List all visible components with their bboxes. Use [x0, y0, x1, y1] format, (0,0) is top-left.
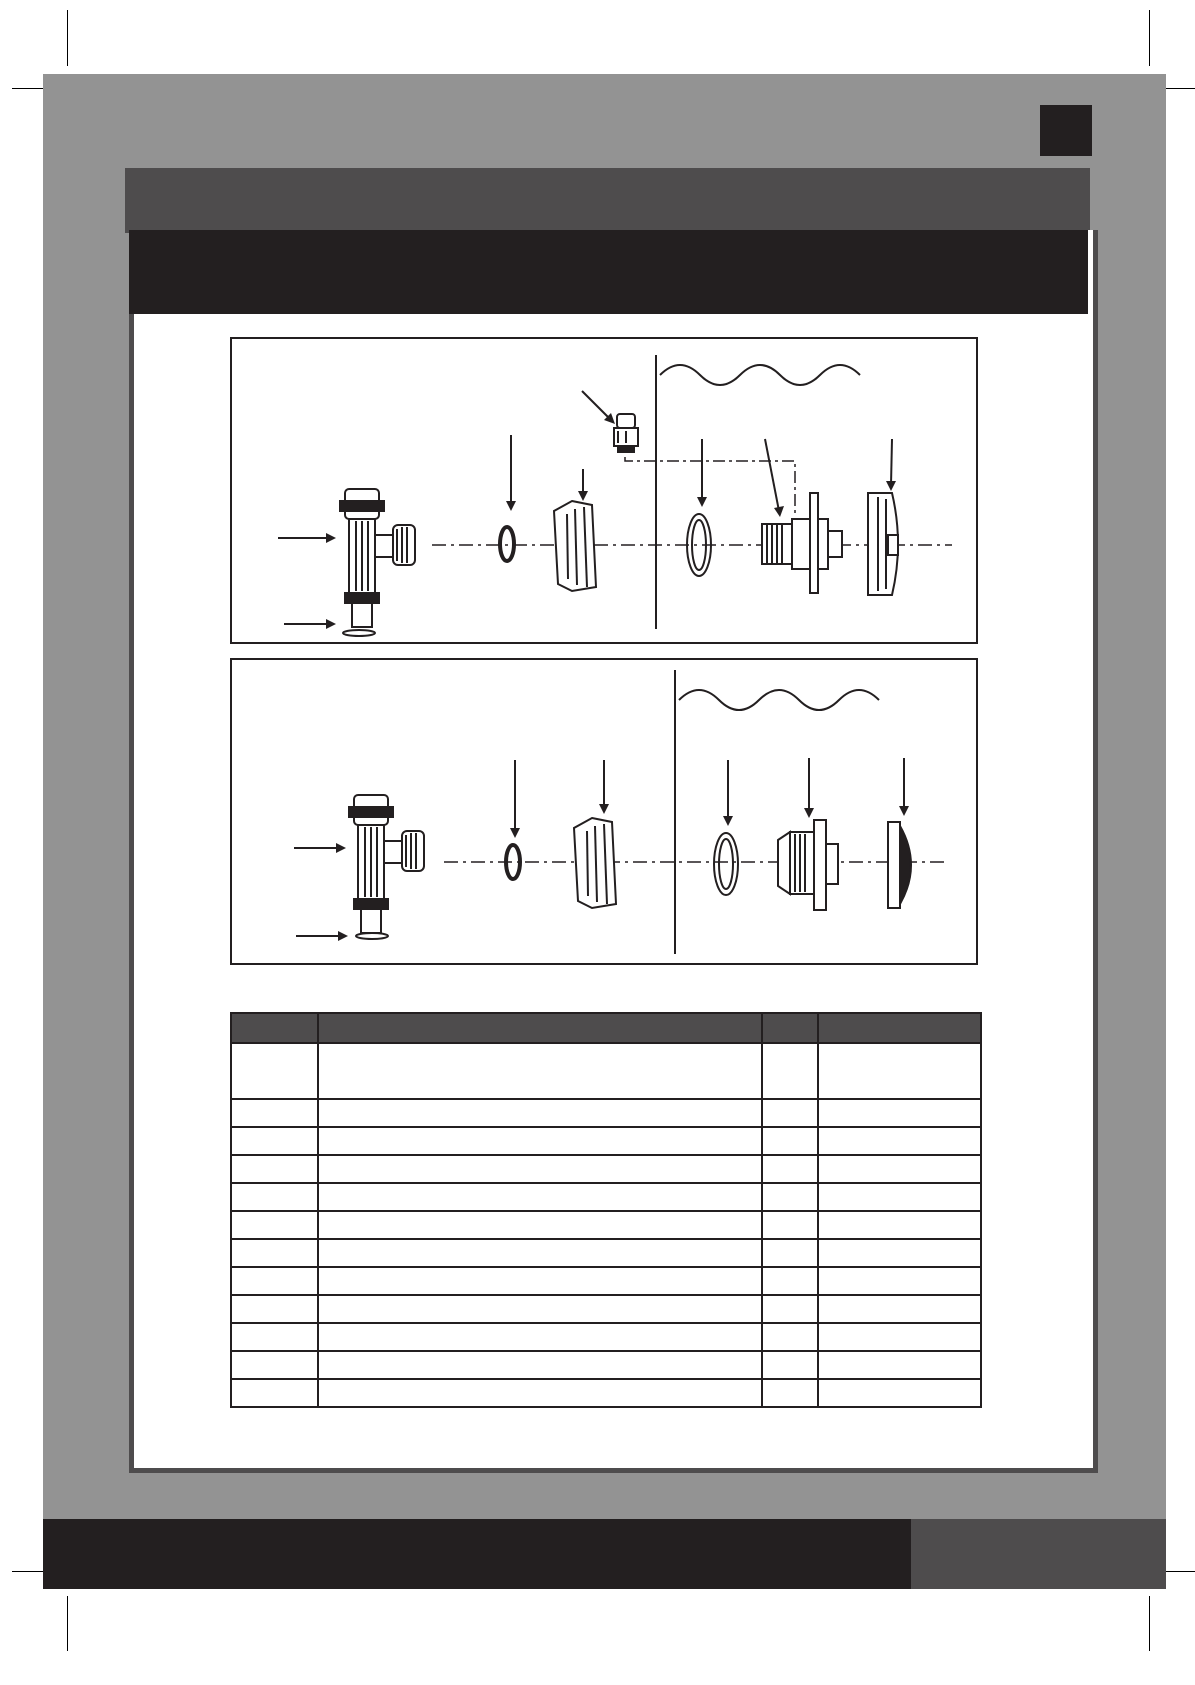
table-row: [231, 1379, 981, 1407]
cell-description: [318, 1155, 762, 1183]
cell-part-no: [818, 1211, 981, 1239]
trim-mark: [67, 1596, 68, 1651]
cell-part-no: [818, 1099, 981, 1127]
cell-qty: [762, 1351, 818, 1379]
cell-qty: [762, 1183, 818, 1211]
cell-qty: [762, 1043, 818, 1099]
table-row: [231, 1155, 981, 1183]
header-description: [318, 1013, 762, 1043]
strainer-housing-drawing: [349, 795, 424, 933]
header-qty: [762, 1013, 818, 1043]
cell-ref: [231, 1379, 318, 1407]
cell-ref: [231, 1295, 318, 1323]
cell-part-no: [818, 1379, 981, 1407]
cell-description: [318, 1351, 762, 1379]
cell-qty: [762, 1127, 818, 1155]
cell-description: [318, 1323, 762, 1351]
flat-washer-drawing: [714, 833, 738, 895]
cell-description: [318, 1239, 762, 1267]
trim-mark: [1149, 10, 1150, 66]
cell-ref: [231, 1267, 318, 1295]
table-row: [231, 1127, 981, 1155]
cell-ref: [231, 1099, 318, 1127]
cell-ref: [231, 1127, 318, 1155]
threaded-connector-drawing: [778, 820, 838, 910]
cell-description: [318, 1127, 762, 1155]
parts-list-table: [230, 1012, 982, 1408]
cell-description: [318, 1211, 762, 1239]
cell-part-no: [818, 1239, 981, 1267]
table-header-row: [231, 1013, 981, 1043]
cell-ref: [231, 1043, 318, 1099]
cell-ref: [231, 1323, 318, 1351]
table-row: [231, 1239, 981, 1267]
cell-part-no: [818, 1043, 981, 1099]
cell-ref: [231, 1239, 318, 1267]
page-number-badge: [1040, 105, 1092, 156]
header-spare-part-no: [818, 1013, 981, 1043]
table-row: [231, 1099, 981, 1127]
table-row: [231, 1183, 981, 1211]
table-row: [231, 1211, 981, 1239]
section-header-band: [125, 168, 1090, 233]
table-row: [231, 1295, 981, 1323]
diagram-2-drawing: [232, 660, 980, 967]
footer-page-block: [911, 1519, 1166, 1589]
cell-qty: [762, 1155, 818, 1183]
cell-ref: [231, 1183, 318, 1211]
exploded-diagram-with-plunger: [230, 337, 978, 644]
cell-part-no: [818, 1295, 981, 1323]
cell-description: [318, 1099, 762, 1127]
strainer-grid-drawing: [888, 822, 911, 908]
trim-mark: [67, 10, 68, 66]
strainer-housing-drawing: [340, 489, 415, 627]
header-ref-no: [231, 1013, 318, 1043]
cell-qty: [762, 1211, 818, 1239]
cell-part-no: [818, 1323, 981, 1351]
section-title-bar: [129, 230, 1088, 314]
cell-part-no: [818, 1351, 981, 1379]
cell-qty: [762, 1239, 818, 1267]
cell-part-no: [818, 1155, 981, 1183]
table-row: [231, 1323, 981, 1351]
cell-qty: [762, 1267, 818, 1295]
o-ring-drawing: [356, 933, 388, 939]
o-ring-drawing: [343, 630, 375, 636]
water-surface-wave: [679, 690, 879, 710]
table-row: [231, 1267, 981, 1295]
trim-mark: [1149, 1596, 1150, 1651]
cell-part-no: [818, 1267, 981, 1295]
rubber-washer-drawing: [500, 527, 514, 561]
cell-qty: [762, 1099, 818, 1127]
cell-qty: [762, 1323, 818, 1351]
cell-qty: [762, 1379, 818, 1407]
cell-description: [318, 1379, 762, 1407]
cell-description: [318, 1267, 762, 1295]
water-surface-wave: [660, 365, 860, 385]
exploded-diagram-standard: [230, 658, 978, 965]
cell-part-no: [818, 1183, 981, 1211]
diagram-1-drawing: [232, 339, 980, 646]
cell-ref: [231, 1211, 318, 1239]
table-row: [231, 1043, 981, 1099]
flat-washer-inner: [719, 839, 733, 889]
cell-description: [318, 1043, 762, 1099]
strainer-grid-drawing: [868, 493, 898, 595]
cell-part-no: [818, 1127, 981, 1155]
plunger-drawing: [614, 414, 638, 452]
cell-ref: [231, 1155, 318, 1183]
table-row: [231, 1351, 981, 1379]
hex-nut-drawing: [574, 818, 616, 908]
cell-description: [318, 1183, 762, 1211]
cell-qty: [762, 1295, 818, 1323]
hex-nut-drawing: [554, 501, 596, 591]
cell-ref: [231, 1351, 318, 1379]
cell-description: [318, 1295, 762, 1323]
footer-band: [43, 1519, 911, 1589]
